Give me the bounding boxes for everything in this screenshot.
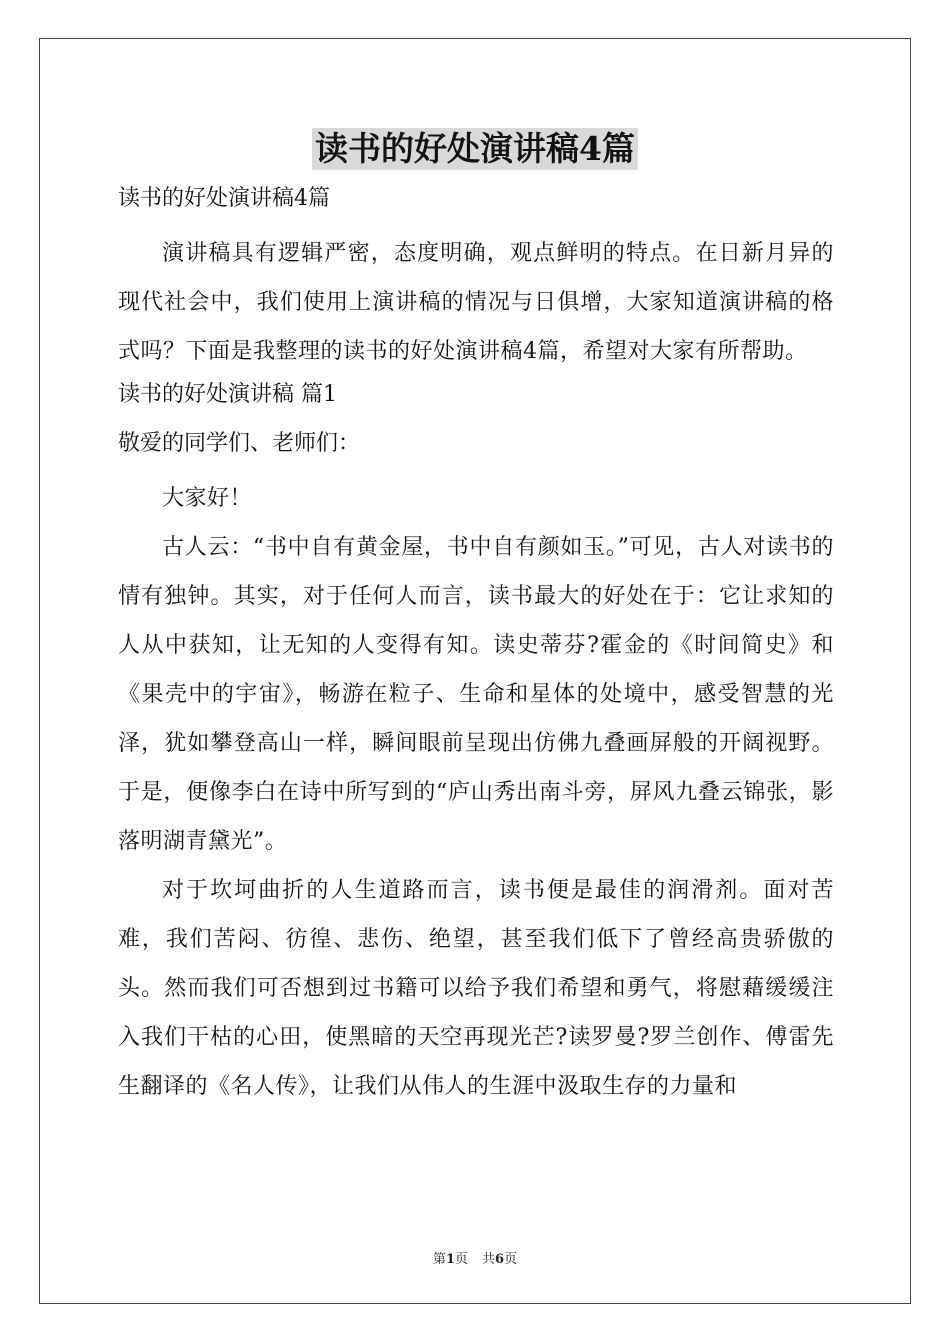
title-container — [0, 128, 950, 170]
total-suffix: 页 — [504, 1252, 518, 1267]
page-suffix: 页 — [454, 1252, 468, 1267]
document-body — [118, 180, 834, 1111]
document-subtitle: 读书的好处演讲稿4篇 — [118, 186, 330, 211]
body-paragraph-1: 古人云：“书中自有黄金屋，书中自有颜如玉。”可见，古人对读书的情有独钟。其实，对于任何人而言，读书最大的好处在于：它让求知的人从中获知，让无知的人变得有知。读史蒂芬?霍金的《时间简史》和《果壳中的宇宙》，畅游在粒子、生命和星体的处境中，感受智慧的光泽，犹如攀登高山一样，瞬间眼前呈现出仿佛九叠画屏般的开阔视野。于是，便像李白在诗中所写到的“庐山秀出南斗旁，屏风九叠云锦张，影落明湖青黛光”。 — [118, 535, 834, 854]
salutation: 敬爱的同学们、老师们： — [118, 431, 361, 456]
total-pages: 6 — [495, 1252, 505, 1267]
greeting: 大家好！ — [162, 486, 253, 511]
page-prefix: 第 — [432, 1252, 446, 1267]
section-heading: 读书的好处演讲稿 篇1 — [118, 382, 337, 407]
page-number: 1 — [445, 1252, 455, 1267]
intro-paragraph: 演讲稿具有逻辑严密，态度明确，观点鲜明的特点。在日新月异的现代社会中，我们使用上演讲稿的情况与日俱增，大家知道演讲稿的格式吗？下面是我整理的读书的好处演讲稿4篇，希望对大家有所帮助。 — [118, 241, 834, 364]
body-paragraph-2: 对于坎坷曲折的人生道路而言，读书便是最佳的润滑剂。面对苦难，我们苦闷、彷徨、悲伤、绝望，甚至我们低下了曾经高贵骄傲的头。然而我们可否想到过书籍可以给予我们希望和勇气，将慰藉缓缓注入我们干枯的心田，使黑暗的天空再现光芒?读罗曼?罗兰创作、傅雷先生翻译的《名人传》，让我们从伟人的生涯中汲取生存的力量和 — [118, 878, 834, 1099]
document-title: 读书的好处演讲稿4篇 — [312, 128, 638, 170]
total-prefix: 共 — [482, 1252, 496, 1267]
page-footer — [0, 1248, 950, 1267]
